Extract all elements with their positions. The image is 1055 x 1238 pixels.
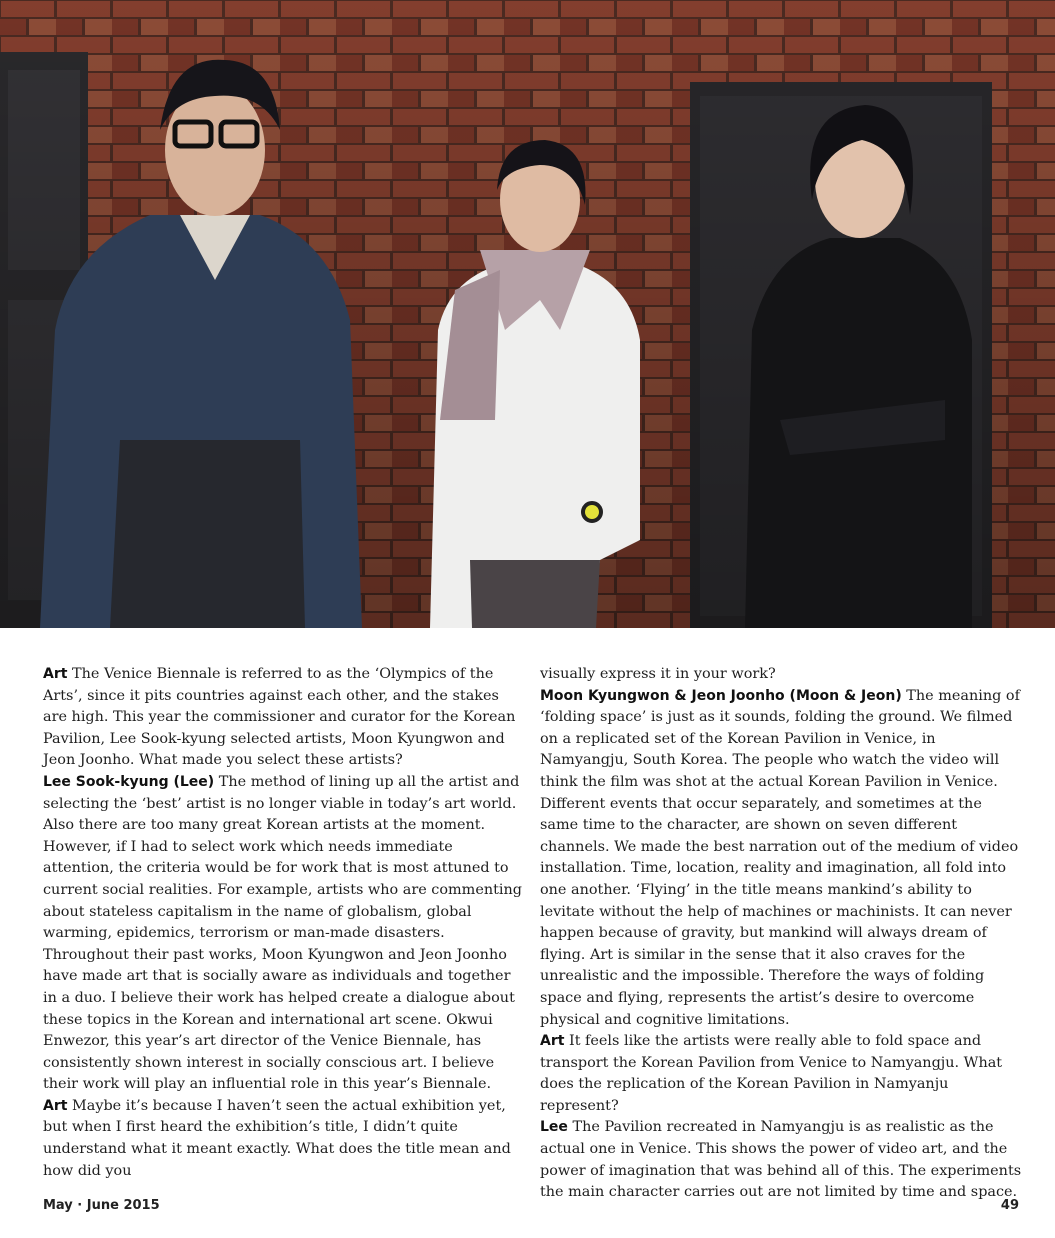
speaker-label: Art <box>540 1033 565 1050</box>
speaker-label: Lee <box>540 1119 568 1136</box>
paragraph-moon-jeon-a2 <box>540 686 1022 1032</box>
paragraph-text: Maybe it’s because I haven’t seen the actual exhibition yet, but when I first heard the exhibition’s title, I didn’t quite understand what it meant exactly. What does the title mean and how did you <box>43 1097 511 1179</box>
article-column-left <box>43 664 525 1182</box>
paragraph-text: It feels like the artists were really able to fold space and transport the Korean Pavilion from Venice to Namyangju. What does the replication of the Korean Pavilion in Namyanju represent? <box>540 1033 1003 1114</box>
paragraph-art-q2 <box>43 1096 525 1182</box>
paragraph-text: The meaning of ‘folding space’ is just as it sounds, folding the ground. We filmed on a replicated set of the Korean Pavilion in Venice, in Namyangju, South Korea. The people who watch the video will think the film was shot at the actual Korean Pavilion in Venice. Different events that occur separately, and sometimes at the same time to the character, are shown on seven different channels. We made the best narration out of the medium of video installation. Time, location, reality and imagination, all fold into one another. ‘Flying’ in the title means mankind’s ability to levitate without the help of machines or machinists. It can never happen because of gravity, but mankind will always dream of flying. Art is similar in the sense that it also craves for the unrealistic and the impossible. Therefore the ways of folding space and flying, represents the artist’s desire to overcome physical and cognitive limitations. <box>540 687 1020 1028</box>
paragraph-text: visually express it in your work? <box>540 666 776 682</box>
paragraph-text: The method of lining up all the artist and selecting the ‘best’ artist is no longer viable in today’s art world. Also there are too many great Korean artists at the moment. However, if I had to select work which needs immediate attention, the criteria would be for work that is most attuned to current social realities. For example, artists who are commenting about stateless capitalism in the name of globalism, global warming, epidemics, terrorism or man-made disasters. Throughout their past works, Moon Kyungwon and Jeon Joonho have made art that is socially aware as individuals and together in a duo. I believe their work has helped create a dialogue about these topics in the Korean and international art scene. Okwui Enwezor, this year’s art director of the Venice Biennale, has consistently shown interest in socially conscious art. I believe their work will play an influential role in this year’s Biennale. <box>43 773 522 1093</box>
paragraph-lee-a1 <box>43 772 525 1096</box>
speaker-label: Art <box>43 666 68 682</box>
paragraph-art-q1 <box>43 664 525 772</box>
speaker-label: Moon Kyungwon & Jeon Joonho (Moon & Jeon) <box>540 687 902 704</box>
article-column-right <box>540 664 1022 1204</box>
issue-date: May · June 2015 <box>43 1198 160 1213</box>
paragraph-text: The Pavilion recreated in Namyangju is as realistic as the actual one in Venice. This shows the power of video art, and the power of imagination that was behind all of this. The experiments the main character carries out are not limited by time and space. <box>540 1119 1022 1201</box>
paragraph-text: The Venice Biennale is referred to as the ‘Olympics of the Arts’, since it pits countries against each other, and the stakes are high. This year the commissioner and curator for the Korean Pavilion, Lee Sook-kyung selected artists, Moon Kyungwon and Jeon Joonho. What made you select these artists? <box>43 666 516 769</box>
paragraph-art-q3 <box>540 1031 1022 1117</box>
paragraph-continued <box>540 664 1022 686</box>
speaker-label: Art <box>43 1097 68 1114</box>
page-number: 49 <box>1000 1198 1019 1213</box>
paragraph-lee-a3 <box>540 1117 1022 1203</box>
speaker-label: Lee Sook-kyung (Lee) <box>43 773 215 790</box>
